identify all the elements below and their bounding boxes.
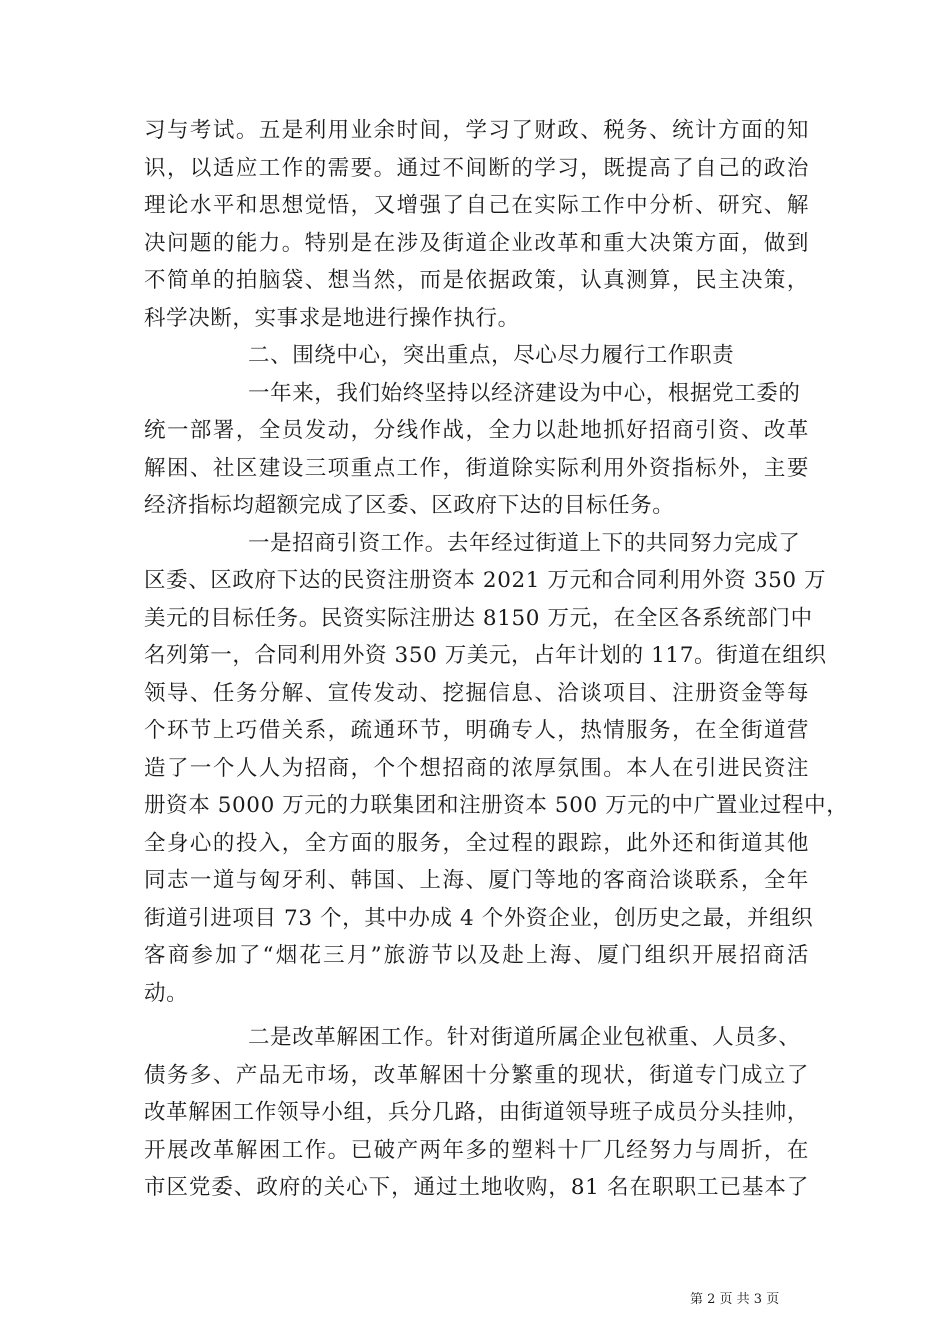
body-line: 开展改革解困工作。已破产两年多的塑料十厂几经努力与周折，在	[144, 1137, 809, 1163]
body-line: 习与考试。五是利用业余时间，学习了财政、税务、统计方面的知	[144, 118, 809, 143]
body-line: 解困、社区建设三项重点工作，街道除实际利用外资指标外，主要	[144, 455, 809, 481]
section-heading: 二、围绕中心，突出重点，尽心尽力履行工作职责	[248, 343, 735, 368]
body-line: 名列第一，合同利用外资 350 万美元，占年计划的 117。街道在组织	[144, 643, 827, 668]
body-line: 同志一道与匈牙利、韩国、上海、厦门等地的客商洽谈联系，全年	[144, 868, 809, 893]
body-line: 全身心的投入，全方面的服务，全过程的跟踪，此外还和街道其他	[144, 830, 809, 856]
body-line: 区委、区政府下达的民资注册资本 2021 万元和合同利用外资 350 万	[144, 568, 827, 593]
body-line: 街道引进项目 73 个，其中办成 4 个外资企业，创历史之最，并组织	[144, 905, 814, 931]
body-line: 个环节上巧借关系，疏通环节，明确专人，热情服务，在全街道营	[144, 718, 809, 743]
body-line: 美元的目标任务。民资实际注册达 8150 万元，在全区各系统部门中	[144, 605, 813, 631]
body-line: 领导、任务分解、宣传发动、挖掘信息、洽谈项目、注册资金等每	[144, 680, 809, 706]
body-line: 识，以适应工作的需要。通过不间断的学习，既提高了自己的政治	[144, 155, 809, 181]
body-line: 造了一个人人为招商，个个想招商的浓厚氛围。本人在引进民资注	[144, 755, 809, 781]
body-line: 册资本 5000 万元的力联集团和注册资本 500 万元的中广置业过程中，	[144, 793, 849, 818]
body-line: 债务多、产品无市场，改革解困十分繁重的现状，街道专门成立了	[144, 1062, 809, 1088]
paragraph-first-line: 一年来，我们始终坚持以经济建设为中心，根据党工委的	[248, 380, 801, 406]
body-line: 理论水平和思想觉悟，又增强了自己在实际工作中分析、研究、解	[144, 193, 809, 218]
body-line: 科学决断，实事求是地进行操作执行。	[144, 305, 520, 331]
body-line: 决问题的能力。特别是在涉及街道企业改革和重大决策方面，做到	[144, 230, 809, 256]
paragraph-first-line: 一是招商引资工作。去年经过街道上下的共同努力完成了	[248, 530, 801, 556]
body-line: 动。	[144, 980, 189, 1006]
body-line: 经济指标均超额完成了区委、区政府下达的目标任务。	[144, 493, 675, 518]
body-line: 市区党委、政府的关心下，通过土地收购，81 名在职职工已基本了	[144, 1175, 809, 1200]
body-line: 统一部署，全员发动，分线作战，全力以赴地抓好招商引资、改革	[144, 418, 809, 443]
document-body	[144, 112, 849, 1207]
paragraph-first-line: 二是改革解困工作。针对街道所属企业包袱重、人员多、	[248, 1025, 801, 1050]
body-line: 改革解困工作领导小组，兵分几路，由街道领导班子成员分头挂帅，	[144, 1100, 809, 1125]
body-line: 不简单的拍脑袋、想当然，而是依据政策，认真测算，民主决策，	[144, 268, 809, 293]
body-line: 客商参加了“烟花三月”旅游节以及赴上海、厦门组织开展招商活	[144, 943, 809, 968]
page-number-footer: 第 2 页 共 3 页	[690, 1292, 780, 1307]
